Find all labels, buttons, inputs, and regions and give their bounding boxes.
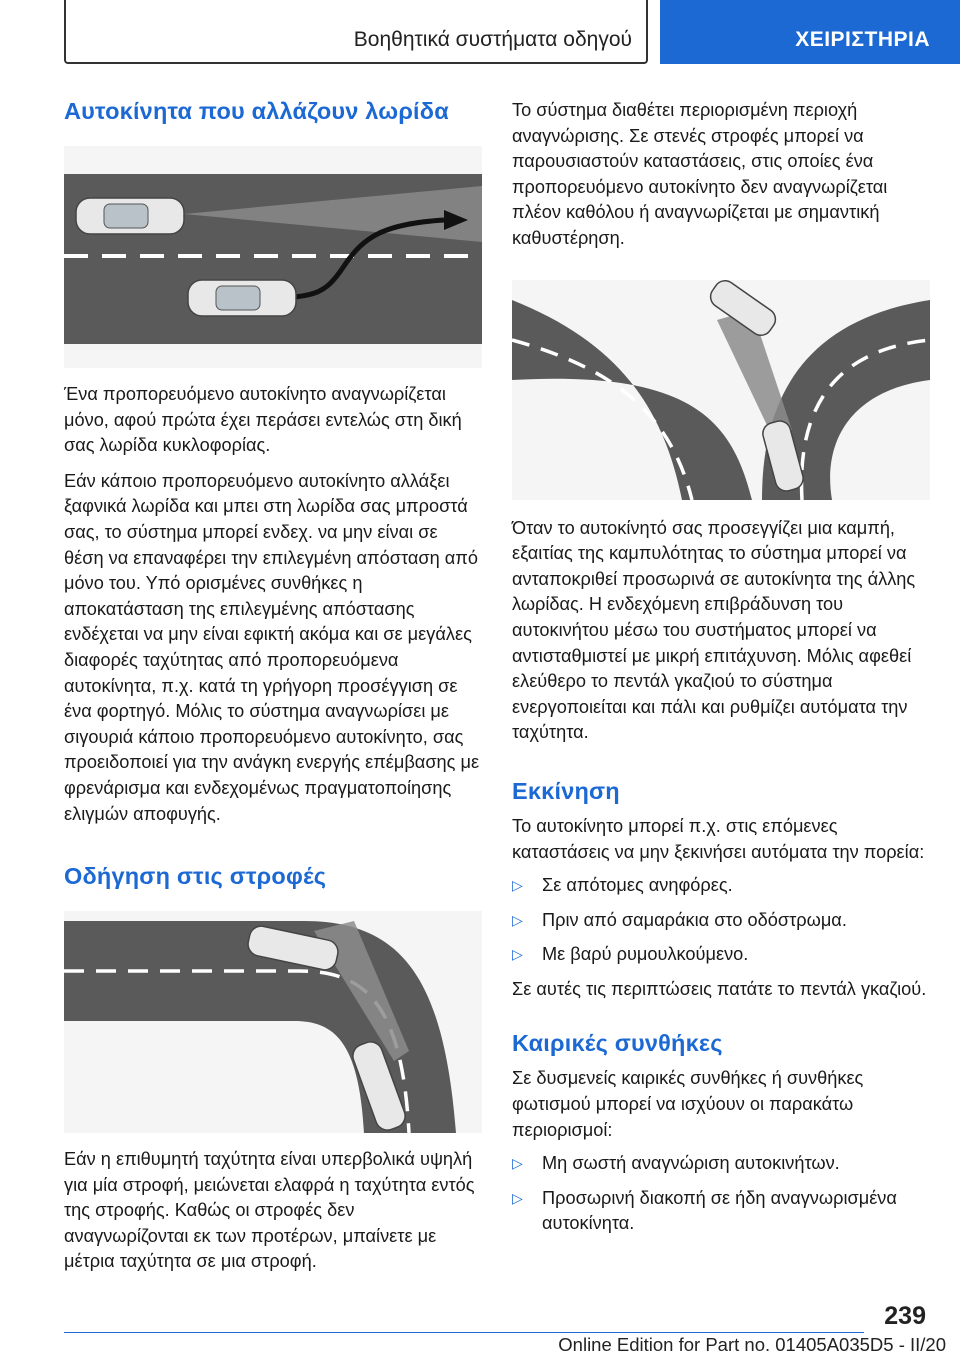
paragraph-start: Το αυτοκίνητο μπορεί π.χ. στις επόμενες καταστάσεις να μην ξεκινήσει αυτόματα την πορεία: xyxy=(512,815,925,862)
left-column xyxy=(64,98,482,1275)
figure-tight-curve xyxy=(512,280,930,500)
triangle-bullet-icon: ▷ xyxy=(512,877,523,894)
list-item: ▷ Μη σωστή αναγνώριση αυτοκινήτων. xyxy=(512,1151,930,1177)
edition-footer: Online Edition for Part no. 01405A035D5 - II/20 xyxy=(558,1334,946,1355)
list-item: ▷ Πριν από σαμαράκια στο οδόστρωμα. xyxy=(512,908,930,934)
own-car xyxy=(188,280,296,316)
section-tab xyxy=(660,0,960,64)
triangle-bullet-icon: ▷ xyxy=(512,1189,523,1206)
footer-divider xyxy=(64,1332,864,1333)
figure-curves xyxy=(64,911,482,1133)
list-item: ▷ Προσωρινή διακοπή σε ήδη αναγνωρισμένα αυτοκίνητα. xyxy=(512,1187,897,1234)
triangle-bullet-icon: ▷ xyxy=(512,911,523,928)
chapter-title: Βοηθητικά συστήματα οδηγού xyxy=(353,28,632,51)
curve-illustration xyxy=(64,911,482,1133)
leading-car xyxy=(76,198,184,234)
heading-curves: Οδήγηση στις στροφές xyxy=(64,863,327,890)
figure-lane-change xyxy=(64,146,482,368)
lane-change-illustration xyxy=(64,146,482,368)
paragraph-gas-pedal: Σε αυτές τις περιπτώσεις πατάτε το πεντάλ γκαζιού. xyxy=(512,978,927,999)
right-column xyxy=(512,98,930,1246)
tight-curve-illustration xyxy=(512,280,930,500)
list-item: ▷ Σε απότομες ανηφόρες. xyxy=(512,873,930,899)
heading-weather: Καιρικές συνθήκες xyxy=(512,1030,723,1057)
section-title: ΧΕΙΡΙΣΤΗΡΙΑ xyxy=(795,28,930,51)
triangle-bullet-icon: ▷ xyxy=(512,946,523,963)
paragraph-bend: Όταν το αυτοκίνητό σας προσεγγίζει μια καμπή, εξαιτίας της καμπυλότητας το σύστημα μπορεί να ανταποκριθεί προσωρινά σε αυτοκίνητα της άλλης λωρίδας. Η ενδεχόμενη επιβράδυνση του αυτοκινήτου μέσω του συστήματος μπορεί να αντισταθμιστεί με μικρή επιτάχυνση. Μόλις αφεθεί ελεύθερο το πεντάλ γκαζιού το σύστημα ενεργοποιείται και πάλι και ρυθμίζει αυτόματα την ταχύτητα. xyxy=(512,517,916,743)
chapter-tab xyxy=(64,0,648,64)
weather-limitations-list xyxy=(512,1151,930,1237)
paragraph-lane-change-1: Ένα προπορευόμενο αυτοκίνητο αναγνωρίζεται μόνο, αφού πρώτα έχει περάσει εντελώς στη δική σας λωρίδα κυκλοφορίας. xyxy=(64,384,462,456)
paragraph-detection-range: Το σύστημα διαθέτει περιορισμένη περιοχή αναγνώρισης. Σε στενές στροφές μπορεί να παρουσιαστούν καταστάσεις, στις οποίες ένα προπορευόμενο αυτοκίνητο δεν αναγνωρίζεται πλέον καθόλου ή αναγνωρίζεται με σημαντική καθυστέρηση. xyxy=(512,100,888,248)
triangle-bullet-icon: ▷ xyxy=(512,1155,523,1172)
list-item: ▷ Με βαρύ ρυμουλκούμενο. xyxy=(512,942,930,968)
start-conditions-list xyxy=(512,873,930,968)
paragraph-curves: Εάν η επιθυμητή ταχύτητα είναι υπερβολικά υψηλή για μία στροφή, μειώνεται ελαφρά η ταχύτητα εντός της στροφής. Καθώς οι στροφές δεν αναγνωρίζονται εκ των προτέρων, μπαίνετε με μέτρια ταχύτητα σε μια στροφή. xyxy=(64,1149,475,1272)
heading-start: Εκκίνηση xyxy=(512,777,620,804)
paragraph-lane-change-2: Εάν κάποιο προπορευόμενο αυτοκίνητο αλλάξει ξαφνικά λωρίδα και μπει στη λωρίδα σας μπροστά σας, το σύστημα μπορεί ενδεχ. να μην είναι σε θέση να επαναφέρει την επιλεγμένη απόσταση από μόνο του. Υπό ορισμένες συνθήκες η αποκατάσταση της επιλεγμένης απόστασης ενδέχεται να μην είναι εφικτή ακόμα και σε μεγάλες διαφορές ταχύτητας από προπορευόμενα αυτοκίνητα, π.χ. κατά τη γρήγορη προσέγγιση σε ένα φορτηγό. Μόλις το σύστημα αναγνωρίσει με σιγουριά κάποιο προπορευόμενο αυτοκίνητο, σας προειδοποιεί για την ανάγκη ενεργής επέμβασης με φρενάρισμα και ενδεχομένως πραγματοποίησης ελιγμών αποφυγής. xyxy=(64,470,480,824)
page-number: 239 xyxy=(884,1302,926,1330)
paragraph-weather: Σε δυσμενείς καιρικές συνθήκες ή συνθήκες φωτισμού μπορεί να ισχύουν οι παρακάτω περιορισμοί: xyxy=(512,1068,864,1140)
heading-lane-change: Αυτοκίνητα που αλλάζουν λωρίδα xyxy=(64,98,449,124)
